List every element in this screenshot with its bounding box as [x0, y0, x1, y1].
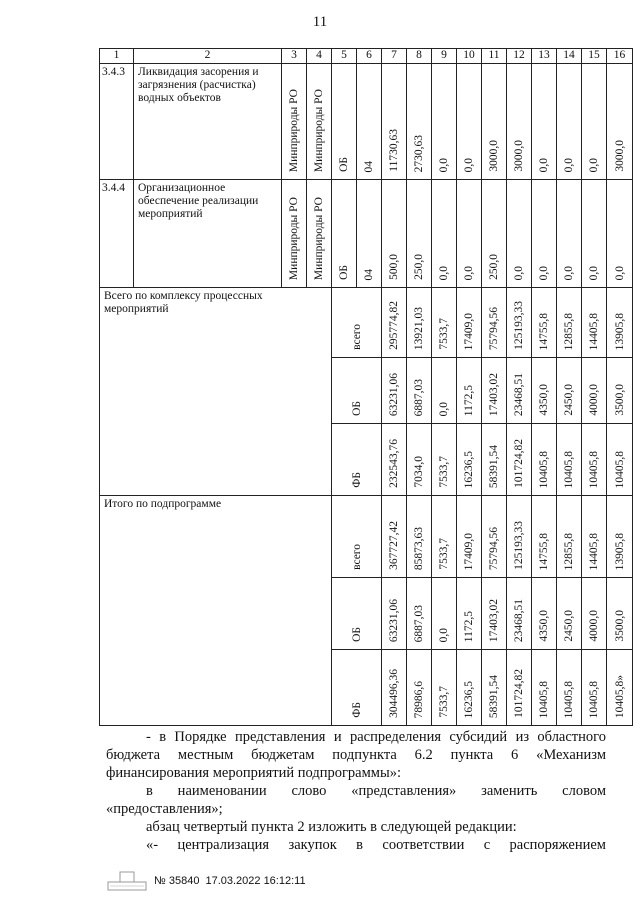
cell-value: 3500,0	[613, 384, 626, 416]
column-number-12: 12	[507, 49, 532, 64]
cell-value: 17403,02	[488, 598, 500, 642]
funding-source: ОБ	[350, 627, 363, 642]
cell-value: 232543,76	[388, 439, 400, 488]
paragraph-1-line-3: финансирования мероприятий подпрограммы»:	[106, 765, 401, 781]
column-number-16: 16	[607, 49, 633, 64]
cell-value: 1172,5	[463, 610, 475, 642]
table-row-total-sub-all	[100, 496, 633, 578]
funding-source: ОБ	[338, 157, 350, 172]
cell-value: 3000,0	[513, 140, 525, 172]
column-number-6: 6	[357, 49, 382, 64]
cell-value: 7533,7	[438, 318, 450, 350]
cell-value: 13905,8	[613, 532, 626, 570]
cell-value: 7533,7	[438, 456, 450, 488]
row-name: Ликвидация засорения и загрязнения (расчистка) водных объектов	[134, 64, 282, 180]
cell-value: 125193,33	[513, 301, 525, 350]
column-number-5: 5	[332, 49, 357, 64]
cell-value: 1172,5	[463, 384, 475, 416]
cell-value: 13905,8	[613, 312, 626, 350]
budget-code: 04	[363, 268, 375, 280]
paragraph-2: в наименовании слово «представления» заменить словом	[146, 783, 606, 799]
cell-value: 6887,03	[413, 378, 425, 416]
cell-value: 0,0	[513, 265, 525, 280]
cell-value: 7533,7	[438, 538, 450, 570]
cell-value: 10405,8	[563, 450, 575, 488]
paragraph-2-line-2: «предоставления»;	[106, 801, 223, 817]
cell-value: 0,0	[438, 157, 450, 172]
column-number-3: 3	[282, 49, 307, 64]
column-number-8: 8	[407, 49, 432, 64]
column-number-2: 2	[134, 49, 282, 64]
cell-value: 4000,0	[588, 610, 600, 642]
funding-source: ОБ	[338, 265, 350, 280]
cell-value: 12855,8	[563, 312, 575, 350]
cell-value: 125193,33	[513, 521, 525, 570]
cell-value: 304496,36	[388, 669, 400, 718]
cell-value: 23468,51	[513, 598, 525, 642]
funding-source: ФБ	[350, 472, 363, 488]
cell-value: 14755,8	[538, 312, 550, 350]
cell-value: 17403,02	[488, 372, 500, 416]
column-number-14: 14	[557, 49, 582, 64]
row-code: 3.4.3	[100, 64, 134, 180]
cell-value: 10405,8	[563, 680, 575, 718]
row-code: 3.4.4	[100, 180, 134, 288]
column-number-11: 11	[482, 49, 507, 64]
cell-value: 58391,54	[488, 444, 500, 488]
cell-value: 75794,56	[488, 306, 500, 350]
total-label: Итого по подпрограмме	[100, 496, 332, 726]
cell-value: 10405,8»	[613, 674, 626, 718]
cell-value: 10405,8	[588, 680, 600, 718]
cell-value: 250,0	[488, 254, 500, 280]
cell-value: 0,0	[438, 265, 450, 280]
co-executor-label: Минприроды РО	[313, 196, 325, 280]
co-executor-label: Минприроды РО	[313, 88, 325, 172]
cell-value: 7034,0	[413, 456, 425, 488]
funding-source: всего	[350, 544, 363, 570]
cell-value: 23468,51	[513, 372, 525, 416]
executor-label: Минприроды РО	[288, 196, 300, 280]
cell-value: 0,0	[538, 265, 550, 280]
table-row-total-complex-all	[100, 288, 633, 358]
total-label: Всего по комплексу процессных мероприятий	[100, 288, 332, 496]
cell-value: 3000,0	[613, 140, 626, 172]
cell-value: 2450,0	[563, 384, 575, 416]
footer	[106, 868, 306, 894]
column-number-1: 1	[100, 49, 134, 64]
cell-value: 0,0	[588, 265, 600, 280]
cell-value: 250,0	[413, 254, 425, 280]
column-number-10: 10	[457, 49, 482, 64]
row-name: Организационное обеспечение реализации мероприятий	[134, 180, 282, 288]
cell-value: 367727,42	[388, 521, 400, 570]
executor-label: Минприроды РО	[288, 88, 300, 172]
cell-value: 14405,8	[588, 312, 600, 350]
paragraph-3: абзац четвертый пункта 2 изложить в следующей редакции:	[146, 819, 517, 835]
cell-value: 58391,54	[488, 674, 500, 718]
cell-value: 14405,8	[588, 532, 600, 570]
document-number: № 35840	[154, 875, 200, 887]
cell-value: 4350,0	[538, 610, 550, 642]
cell-value: 85873,63	[413, 526, 425, 570]
table-row-3-4-3	[100, 64, 633, 180]
cell-value: 0,0	[438, 401, 450, 416]
cell-value: 0,0	[563, 157, 575, 172]
cell-value: 17409,0	[463, 312, 475, 350]
cell-value: 295774,82	[388, 301, 400, 350]
cell-value: 0,0	[613, 265, 626, 280]
cell-value: 14755,8	[538, 532, 550, 570]
cell-value: 4000,0	[588, 384, 600, 416]
cell-value: 500,0	[388, 254, 400, 280]
paragraph-4: «- централизация закупок в соответствии с распоряжением	[146, 837, 606, 853]
paragraph-1-line-2: бюджета местным бюджетам подпункта 6.2 пункта 6 «Механизм	[106, 747, 606, 763]
cell-value: 10405,8	[613, 450, 626, 488]
column-number-4: 4	[307, 49, 332, 64]
column-number-13: 13	[532, 49, 557, 64]
cell-value: 0,0	[463, 157, 475, 172]
cell-value: 6887,03	[413, 604, 425, 642]
cell-value: 0,0	[538, 157, 550, 172]
cell-value: 3500,0	[613, 610, 626, 642]
cell-value: 16236,5	[463, 450, 475, 488]
cell-value: 10405,8	[588, 450, 600, 488]
cell-value: 101724,82	[513, 439, 525, 488]
cell-value: 63231,06	[388, 372, 400, 416]
cell-value: 78986,6	[413, 680, 425, 718]
paragraph-1: - в Порядке представления и распределения субсидий из областного	[146, 729, 606, 745]
funding-source: всего	[350, 324, 363, 350]
budget-table	[99, 48, 633, 726]
cell-value: 0,0	[463, 265, 475, 280]
cell-value: 16236,5	[463, 680, 475, 718]
cell-value: 4350,0	[538, 384, 550, 416]
column-number-9: 9	[432, 49, 457, 64]
cell-value: 0,0	[563, 265, 575, 280]
cell-value: 13921,03	[413, 306, 425, 350]
document-datetime: 17.03.2022 16:12:11	[205, 875, 306, 887]
cell-value: 0,0	[438, 627, 450, 642]
page-number: 11	[312, 14, 328, 30]
cell-value: 2730,63	[413, 134, 425, 172]
cell-value: 10405,8	[538, 680, 550, 718]
cell-value: 11730,63	[388, 129, 400, 172]
cell-value: 10405,8	[538, 450, 550, 488]
column-number-15: 15	[582, 49, 607, 64]
funding-source: ФБ	[350, 702, 363, 718]
budget-code: 04	[363, 160, 375, 172]
cell-value: 101724,82	[513, 669, 525, 718]
cell-value: 17409,0	[463, 532, 475, 570]
cell-value: 2450,0	[563, 610, 575, 642]
cell-value: 0,0	[588, 157, 600, 172]
table-row-3-4-4	[100, 180, 633, 288]
column-numbers-row	[100, 49, 633, 64]
funding-source: ОБ	[350, 401, 363, 416]
cell-value: 3000,0	[488, 140, 500, 172]
government-stamp-icon	[106, 868, 148, 894]
cell-value: 75794,56	[488, 526, 500, 570]
cell-value: 12855,8	[563, 532, 575, 570]
column-number-7: 7	[382, 49, 407, 64]
cell-value: 63231,06	[388, 598, 400, 642]
cell-value: 7533,7	[438, 686, 450, 718]
